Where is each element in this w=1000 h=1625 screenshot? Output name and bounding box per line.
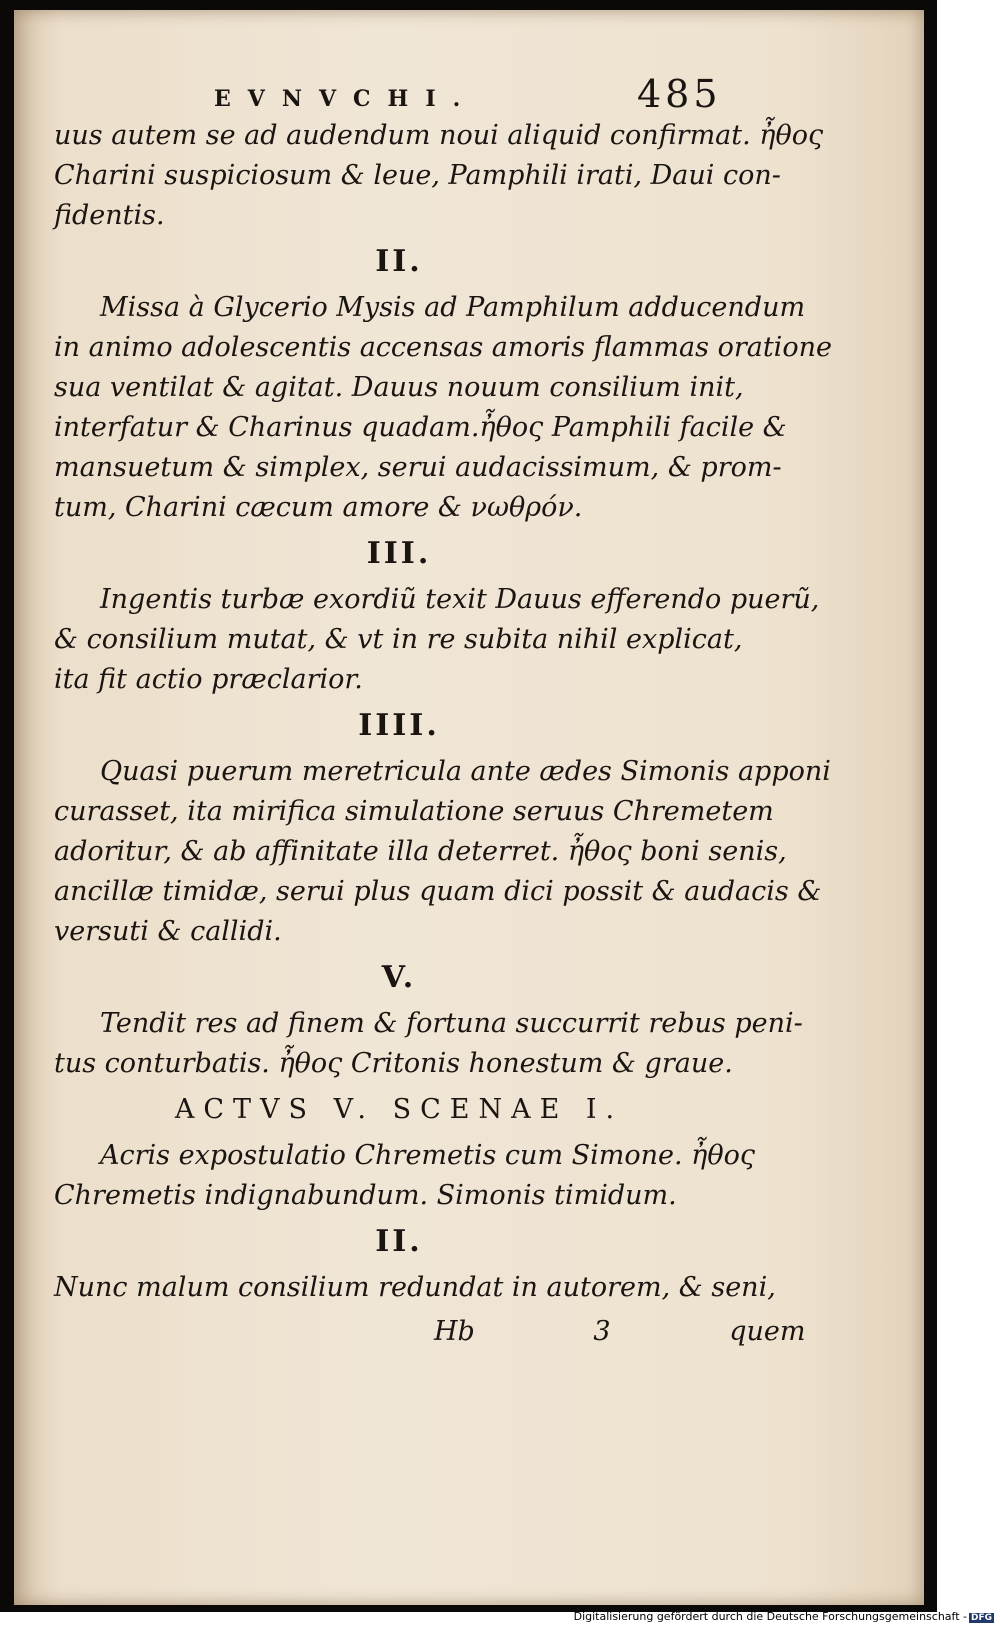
catchword: quem [729, 1316, 806, 1347]
text-line: in animo adolescentis accensas amoris flammas oratione [54, 332, 832, 363]
text-line: fidentis. [54, 200, 165, 231]
text-line: Nunc malum consilium redundat in autorem, & seni, [54, 1272, 776, 1303]
text-line: curasset, ita mirifica simulatione seruus Chremetem [54, 796, 774, 827]
text-line: ancillæ timidæ, serui plus quam dici possit & audacis & [54, 876, 822, 907]
section-heading: IIII. [358, 708, 440, 743]
text-line: Ingentis turbæ exordiũ texit Dauus efferendo puerũ, [100, 584, 820, 615]
running-title: EVNVCHI. [214, 86, 478, 112]
section-heading: V. [381, 960, 417, 995]
text-line: mansuetum & simplex, serui audacissimum, & prom- [54, 452, 782, 483]
text-line: versuti & callidi. [54, 916, 282, 947]
page-header [54, 70, 744, 116]
text-line: tum, Charini cæcum amore & νωθρόν. [54, 492, 583, 523]
credit-text: Digitalisierung gefördert durch die Deutsche Forschungsgemeinschaft - [573, 1610, 967, 1623]
signature-mark: Hb 3 [434, 1316, 611, 1347]
text-line: uus autem se ad audendum noui aliquid confirmat. ἦθος [54, 120, 824, 151]
text-line: Missa à Glycerio Mysis ad Pamphilum adducendum [100, 292, 806, 323]
page-text [54, 70, 832, 1352]
section-heading: II. [375, 1224, 423, 1259]
text-line: ita fit actio præclarior. [54, 664, 363, 695]
text-line: Tendit res ad finem & fortuna succurrit rebus peni- [100, 1008, 803, 1039]
section-heading: II. [375, 244, 423, 279]
text-line: Quasi puerum meretricula ante ædes Simonis apponi [100, 756, 831, 787]
section-heading: III. [366, 536, 432, 571]
text-line: adoritur, & ab affinitate illa deterret. ἦθος boni senis, [54, 836, 787, 867]
page-number: 485 [637, 72, 722, 116]
signature-line [54, 1312, 806, 1352]
text-line: tus conturbatis. ἦθος Critonis honestum & graue. [54, 1048, 733, 1079]
text-line: interfatur & Charinus quadam.ἦθος Pamphili facile & [54, 412, 787, 443]
dfg-logo: DFG [970, 1613, 992, 1623]
book-page [14, 10, 924, 1605]
text-line: Chremetis indignabundum. Simonis timidum. [54, 1180, 677, 1211]
digitization-credit [574, 1610, 994, 1623]
act-heading: ACTVS V. SCENAE I. [174, 1094, 624, 1125]
text-line: Charini suspiciosum & leue, Pamphili irati, Daui con- [54, 160, 781, 191]
text-line: & consilium mutat, & vt in re subita nihil explicat, [54, 624, 743, 655]
text-line: sua ventilat & agitat. Dauus nouum consilium init, [54, 372, 744, 403]
text-line: Acris expostulatio Chremetis cum Simone. ἦθος [100, 1140, 755, 1171]
